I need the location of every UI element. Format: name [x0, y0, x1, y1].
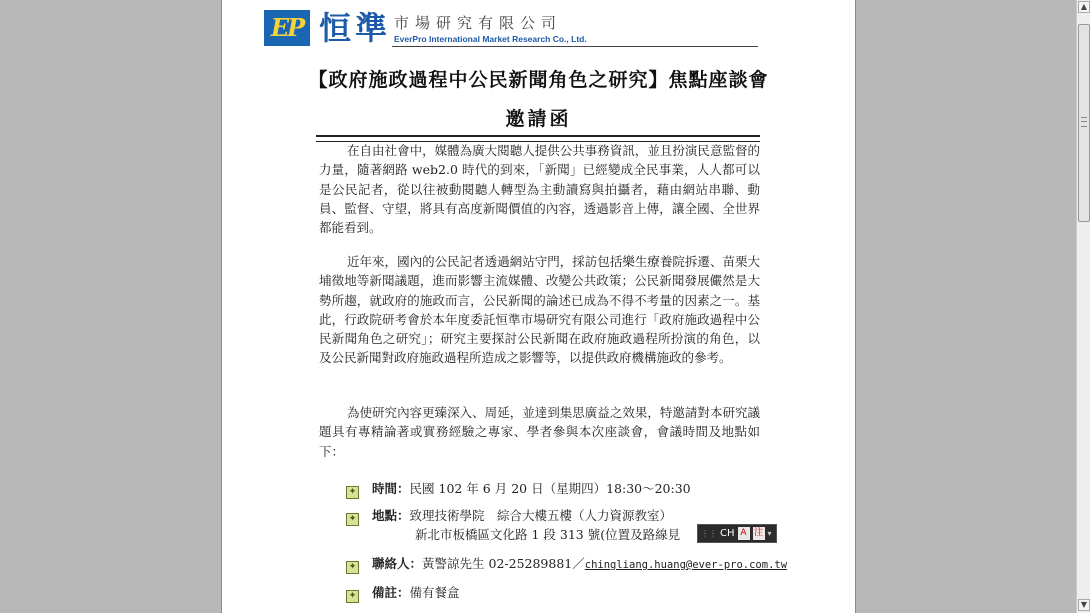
- paragraph-intro: [319, 141, 760, 237]
- place-value: 致理技術學院 綜合大樓五樓（人力資源教室）: [409, 508, 673, 523]
- document-page: [222, 0, 855, 613]
- paragraph-invitation: [319, 403, 760, 461]
- contact-email-link[interactable]: chingliang.huang@ever-pro.com.tw: [584, 559, 788, 571]
- info-time: [346, 479, 691, 499]
- info-note: [346, 583, 460, 603]
- ime-language-bar[interactable]: [697, 524, 777, 543]
- document-title: 【政府施政過程中公民新聞角色之研究】焦點座談會: [308, 69, 769, 91]
- paragraph-text: 近年來，國內的公民記者透過網站守門，採訪包括樂生療養院拆遷、苗栗大埔徵地等新聞議題，進而影響主流媒體、改變公共政策；公民新聞發展儼然是大勢所趨，就政府的施政而言，公民新聞的論述已成為不得不考量的因素之一。基此，行政院研考會於本年度委託恒準市場研究有限公司進行「政府施政過程中公民新聞角色之研究」；研究主要探討公民新聞在政府施政過程所扮演的角色，以及公民新聞對政府施政過程所造成之影響等，以提供政府機構施政的參考。: [319, 254, 760, 366]
- info-contact: [346, 554, 787, 575]
- time-value: 民國 102 年 6 月 20 日（星期四）18:30～20:30: [409, 481, 691, 496]
- scroll-up-button[interactable]: ▲: [1078, 1, 1090, 13]
- chevron-down-icon[interactable]: ▾: [767, 529, 772, 538]
- time-label: 時間：: [372, 481, 410, 496]
- bullet-icon: ✦: [346, 561, 359, 574]
- note-value: 備有餐盒: [409, 585, 460, 600]
- company-logo: EP: [264, 10, 310, 46]
- bullet-icon: ✦: [346, 590, 359, 603]
- brand-name-cn: 恒準: [319, 9, 392, 47]
- ime-input-icon[interactable]: 注: [754, 528, 764, 538]
- company-name-cn: 市場研究有限公司: [394, 14, 563, 32]
- vertical-scrollbar[interactable]: [1076, 0, 1090, 613]
- ime-mode-icon[interactable]: A: [738, 527, 750, 540]
- scroll-down-button[interactable]: ▼: [1078, 599, 1090, 611]
- drag-handle-icon[interactable]: ⋮⋮: [701, 529, 717, 538]
- paragraph-text: 在自由社會中，媒體為廣大閱聽人提供公共事務資訊，並且扮演民意監督的力量，隨著網路 web2.0 時代的到來，「新聞」已經變成全民事業，人人都可以是公民記者，從以往被動閱聽人轉型為主動讀寫與拍攝者，藉由網站串聯、動員、監督、守望，將具有高度新聞價值的內容，透過影音上傳，讓全國、全世界都能看到。: [319, 143, 760, 236]
- ime-language-label[interactable]: CH: [720, 528, 735, 539]
- scroll-thumb[interactable]: [1078, 24, 1090, 222]
- letterhead-divider: [392, 46, 758, 47]
- bullet-icon: ✦: [346, 486, 359, 499]
- note-label: 備註：: [372, 585, 410, 600]
- place-address: 新北市板橋區文化路 1 段 313 號(位置及路線見: [415, 527, 681, 542]
- grip-icon: [1081, 117, 1087, 127]
- paragraph-text: 為使研究內容更臻深入、周延，並達到集思廣益之效果，特邀請對本研究議題具有專精論著或實務經驗之專家、學者參與本次座談會，會議時間及地點如下：: [319, 405, 760, 459]
- letterhead: [264, 10, 758, 50]
- place-label: 地點：: [372, 508, 410, 523]
- document-subtitle: 邀請函: [505, 108, 572, 130]
- contact-value: 黃警諒先生 02-25289881／: [422, 556, 585, 571]
- contact-label: 聯絡人：: [372, 556, 423, 571]
- bullet-icon: ✦: [346, 513, 359, 526]
- info-place: [346, 506, 672, 526]
- company-name-en: EverPro International Market Research Co., Ltd.: [394, 34, 587, 44]
- paragraph-background: [319, 252, 760, 368]
